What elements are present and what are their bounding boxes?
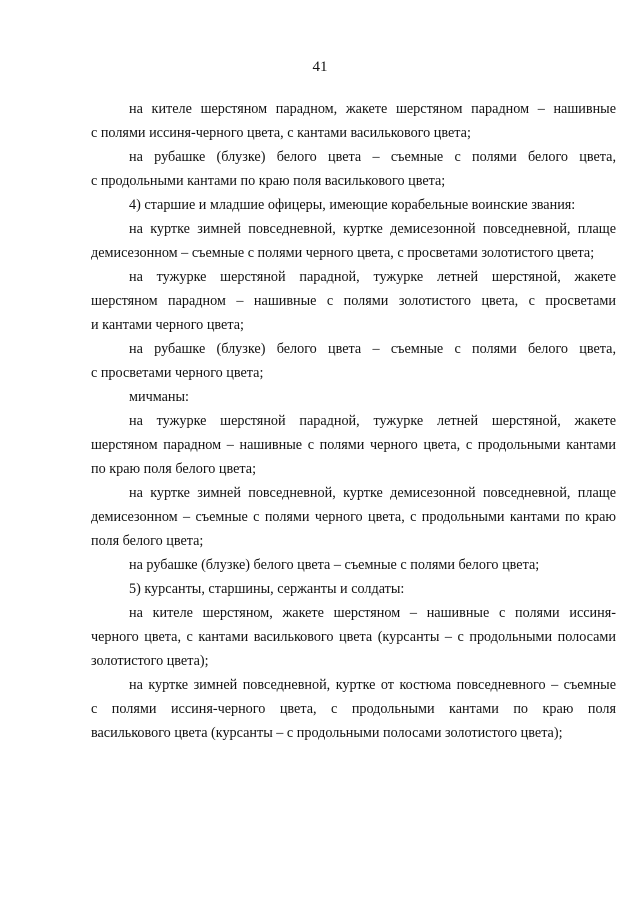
text-line: поля белого цвета;: [91, 533, 204, 549]
text-line: мичманы:: [129, 389, 189, 405]
text-line: с просветами черного цвета;: [91, 365, 264, 381]
paragraph: [91, 97, 616, 145]
text-line: 5) курсанты, старшины, сержанты и солдаты:: [129, 581, 405, 597]
paragraph: [91, 145, 616, 193]
text-line: на рубашке (блузке) белого цвета – съемные с полями белого цвета,: [129, 149, 616, 165]
text-line: 4) старшие и младшие офицеры, имеющие корабельные воинские звания:: [129, 197, 576, 213]
text-line: на тужурке шерстяной парадной, тужурке летней шерстяной, жакете: [129, 269, 616, 285]
paragraph: [91, 601, 616, 673]
text-line: на рубашке (блузке) белого цвета – съемные с полями белого цвета;: [129, 557, 540, 573]
text-line: золотистого цвета);: [91, 653, 209, 669]
paragraph: [91, 337, 616, 385]
text-line: на тужурке шерстяной парадной, тужурке летней шерстяной, жакете: [129, 413, 616, 429]
paragraph: [91, 553, 616, 577]
paragraph: [91, 481, 616, 553]
text-line: и кантами черного цвета;: [91, 317, 244, 333]
paragraph: [91, 409, 616, 481]
paragraph: [91, 673, 616, 745]
text-line: на куртке зимней повседневной, куртке от костюма повседневного – съемные: [129, 677, 616, 693]
text-line: на куртке зимней повседневной, куртке демисезонной повседневной, плаще: [129, 221, 616, 237]
text-line: по краю поля белого цвета;: [91, 461, 257, 477]
paragraph: [91, 385, 616, 409]
text-line: на рубашке (блузке) белого цвета – съемные с полями белого цвета,: [129, 341, 616, 357]
text-line: шерстяном парадном – нашивные с полями золотистого цвета, с просветами: [91, 293, 616, 309]
text-line: черного цвета, с кантами василькового цвета (курсанты – с продольными полосами: [91, 629, 616, 645]
text-line: демисезонном – съемные с полями черного цвета, с просветами золотистого цвета;: [91, 245, 595, 261]
paragraph: [91, 193, 616, 217]
text-line: с полями иссиня-черного цвета, с продольными кантами по краю поля: [91, 701, 616, 717]
text-line: демисезонном – съемные с полями черного цвета, с продольными кантами по краю: [91, 509, 616, 525]
paragraph: [91, 265, 616, 337]
text-line: шерстяном парадном – нашивные с полями черного цвета, с продольными кантами: [91, 437, 616, 453]
page-number: 41: [312, 59, 328, 75]
text-line: василькового цвета (курсанты – с продольными полосами золотистого цвета);: [91, 725, 563, 741]
text-line: на куртке зимней повседневной, куртке демисезонной повседневной, плаще: [129, 485, 616, 501]
paragraph: [91, 577, 616, 601]
text-line: с продольными кантами по краю поля василькового цвета;: [91, 173, 446, 189]
text-line: с полями иссиня-черного цвета, с кантами василькового цвета;: [91, 125, 471, 141]
text-line: на кителе шерстяном, жакете шерстяном – нашивные с полями иссиня-: [129, 605, 616, 621]
text-line: на кителе шерстяном парадном, жакете шерстяном парадном – нашивные: [129, 101, 616, 117]
paragraph: [91, 217, 616, 265]
document-body: [91, 97, 616, 745]
